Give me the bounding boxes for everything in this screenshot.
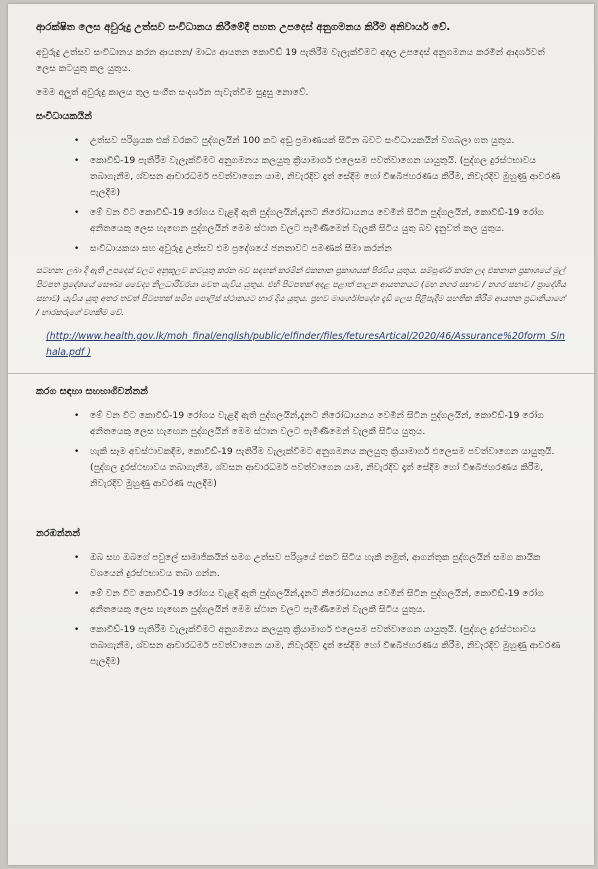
list-item-text: කොවිඩ්-19 පැතිරීම වැලැක්වීමට අනුගමනය කලයුතු ක්‍රියාමාර්ග එලෙසම පවත්වාගෙන යායුතුයි. (පුද්ගල දුරස්ථභාවය තබාගැනීම, ශ්වසන ආචාරධර්ම පවත්වාගෙන යාම, නිවැරදිව දෑත් සේදීම හෝ විෂබීජහරණය කිරීම, නිවැරදිව මුහුණු ආවරණ පැලදීම)	[90, 155, 561, 198]
list-item-text: මේ වන විට කොවිඩ්-19 රෝගය වැළදී ඇති පුද්ගලයින්,දැනට නිරෝධායනය වෙමින් සිටින පුද්ගලයින්, කොවිඩ්-19 රෝග අනිතයෙකු ලෙස හැඟෙන පුද්ගලයින් මෙම ස්ථාන වලට පැමිණීමෙන් වැලකී සිටිය යුතුය.	[90, 588, 544, 615]
list-item	[76, 133, 566, 149]
list-item-text: හැකි සෑම අවස්ථාවකදීම, කොවිඩ්-19 පැතිරීම වැලැක්වීමට අනුගමනය කලයුතු ක්‍රියාමාර්ග එලෙසම පවත්වාගෙන යායුතුයි. (පුද්ගල දුරස්ථභාවය තබාගැනීම, ශ්වසන ආචාරධර්ම පවත්වාගෙන යාම, නිවැරදිව දෑත් සේදීම හෝ විෂබීජහරණය කිරීම, නිවැරදිව මුහුණු ආවරණ පැලදීම)	[90, 446, 555, 489]
list-item-text: මේ වන විට කොවිඩ්-19 රෝගය වැළදී ඇති පුද්ගලයින්,දැනට නිරෝධායනය වෙමින් සිටින පුද්ගලයින්, කොවිඩ්-19 රෝග අනිතයෙකු ලෙස හැඟෙන පුද්ගලයින් මෙම ස්ථාන වලට පැමිණීමෙන් වැලකී සිටිය යුතුය.	[90, 410, 544, 437]
section-title-organizers: සංවිධායකයින්	[36, 111, 92, 122]
bullet-icon: •	[74, 136, 80, 146]
list-item	[76, 550, 566, 582]
bullet-icon: •	[74, 208, 80, 218]
document-heading: ආරක්ෂිත ලෙස අවුරුදු උත්සව සංවිධානය කිරීමේදී පහත උපදෙස් අනුගමනය කිරීම අනිවාර්ය වේ.	[36, 22, 451, 33]
intro-paragraph-2: මෙම අලුත් අවුරුදු කාලය තුල සංගීත සංදර්ශන පැවැත්වීම සුදුසු නොවේ.	[36, 87, 309, 98]
assurance-form-link[interactable]: (http://www.health.gov.lk/moh_final/english/public/elfinder/files/feturesArtical/2020/46/Assurance%20form_Sinhala.pdf )	[46, 331, 565, 358]
spacer	[36, 498, 566, 518]
document-content	[36, 18, 566, 676]
list-item	[76, 586, 566, 618]
list-item-text: උත්සව පරිශ්‍රයක එක් වරකට පුද්ගලයින් 100 කට අඩු ප්‍රමාණයක් සිටින බවට සංවිධායකයින් වගබලා ගත යුතුය.	[90, 135, 515, 146]
intro-paragraph-1: අවුරුදු උත්සව සංවිධානය කරන ආයතන/ මාධ්‍ය ආයතන කොවිඩ් 19 පැතිරීම වැලැක්වීමට අදාල උපදෙස් අනුගමනය කරමින් ආදර්ශවත් ලෙස කටයුතු කල යුතුය.	[36, 47, 545, 74]
list-item-text: ඔබ සහ ඔබගේ පවුලේ සාමාජිකයින් සමග උත්සව පරිශ්‍රයේ එකට සිටිය හැකි නමුත්, ආගන්තුක පුද්ගලයින් සමග කායික වශයෙන් දුරස්ථභාවය තබා ගන්න.	[90, 552, 541, 579]
section-title-spectators: නරඹන්නන්	[36, 528, 81, 539]
bullet-icon: •	[74, 244, 80, 254]
organizers-bullet-list	[36, 133, 566, 257]
organizers-note: සටහන: ලබා දී ඇති උපදෙස් වලට අනුකූලව කටයුතු කරන බව සඳහන් කරමින් එකනාන ප්‍රකාශයක් පිරවිය යුතුය. සම්පූර්ණ කරන ලද එකනාන ප්‍රකාශයේ මුල් පිටපත ප්‍රදේශයේ සෞඛ්‍ය වෛද්‍ය නිලධාරීවරයා වෙත යැවිය යුතුය. එහි පිටපතක් අදාළ පළාත් පාලන ආයතනයට (මහ නගර සභාව / නගර සභාව / ප්‍රාදේශීය සභාව) යැවිය යුතු අතර තවත් පිටපතක් සමීප පොලිස් ස්ථානයට භාර දිය යුතුය. ප්‍රභව මාර්ගෝපදේශ දැඩි ලෙස පිළිපැදීම සහතික කිරීම ආයතන ප්‍රධානියාගේ / භාරකරුගේ වගකීම වේ.	[36, 265, 567, 317]
bullet-icon: •	[74, 625, 80, 635]
participants-bullet-list	[36, 408, 566, 492]
bullet-icon: •	[74, 447, 80, 457]
section-divider	[8, 373, 594, 374]
list-item	[76, 622, 566, 670]
list-item	[76, 408, 566, 440]
list-item-text: මේ වන විට කොවිඩ්-19 රෝගය වැළදී ඇති පුද්ගලයින්,දැනට නිරෝධායනය වෙමින් සිටින පුද්ගලයින්, කොවිඩ්-19 රෝග අනිතයෙකු ලෙස හැඟෙන පුද්ගලයින් මෙම ස්ථාන වලට පැමිණීමෙන් වැලකී සිටිය යුතු බව දැනුවත් කල යුතුය.	[90, 207, 544, 234]
bullet-icon: •	[74, 156, 80, 166]
list-item-text: කොවිඩ්-19 පැතිරීම වැලැක්වීමට අනුගමනය කලයුතු ක්‍රියාමාර්ග එලෙසම පවත්වාගෙන යායුතුයි. (පුද්ගල දුරස්ථභාවය තබාගැනීම, ශ්වසන ආචාරධර්ම පවත්වාගෙන යාම, නිවැරදිව දෑත් සේදීම හෝ විෂබීජහරණය කිරීම, නිවැරදිව මුහුණු ආවරණ පැලදීම)	[90, 624, 561, 667]
document-page	[8, 4, 594, 865]
list-item	[76, 205, 566, 237]
list-item	[76, 241, 566, 257]
list-item-text: සංවිධායකයා සහ අවුරුදු උත්සව එම ප්‍රදේශයේ ජනතාවට පමණක් සීමා කරන්න	[90, 243, 392, 254]
spectators-bullet-list	[36, 550, 566, 670]
section-title-participants: කරග සඳහා සහභාගිවන්නන්	[36, 386, 148, 397]
list-item	[76, 444, 566, 492]
bullet-icon: •	[74, 411, 80, 421]
bullet-icon: •	[74, 553, 80, 563]
bullet-icon: •	[74, 589, 80, 599]
list-item	[76, 153, 566, 201]
